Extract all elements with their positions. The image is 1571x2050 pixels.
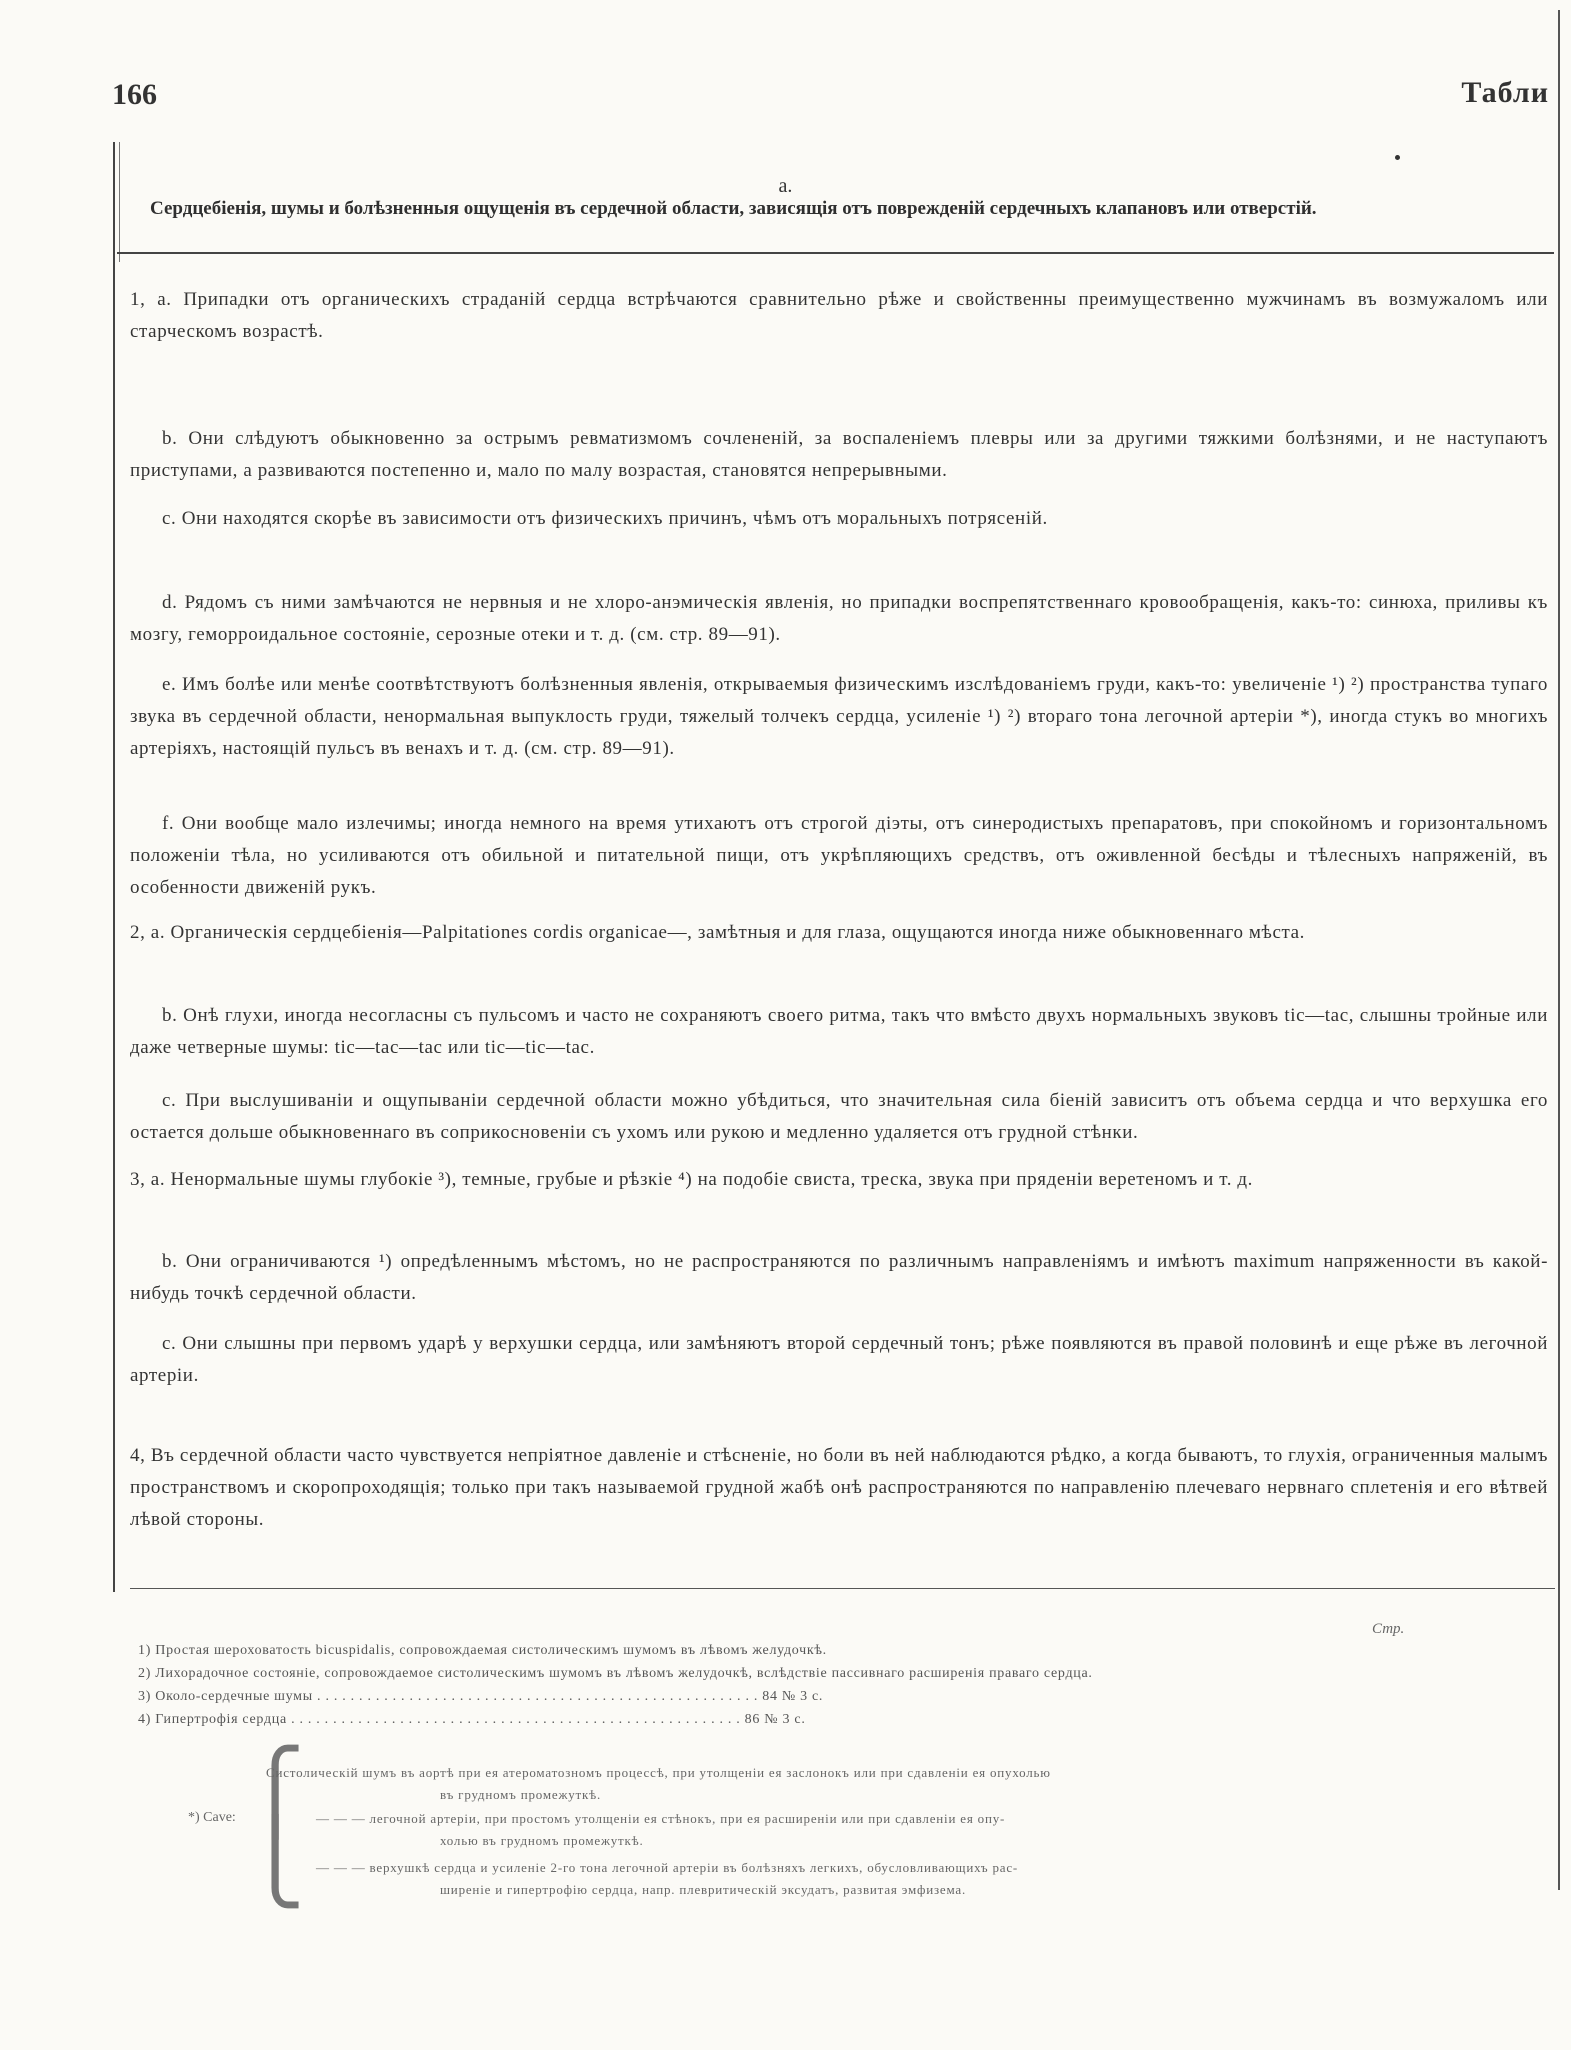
footnote-rule (130, 1588, 1555, 1589)
cave-line-6: ширеніе и гипертрофію сердца, напр. плевритическій эксудатъ, развитая эмфизема. (440, 1882, 967, 1897)
paragraph-1f: f. Они вообще мало излечимы; иногда немного на время утихаютъ отъ строгой діэты, отъ синеродистыхъ препаратовъ, при спокойномъ и горизонтальномъ положеніи тѣла, но усиливаются отъ обильной и питательной пищи, отъ укрѣпляющихъ средствъ, отъ оживленной бесѣды и тѣлесныхъ напряженій, въ особенности движеній рукъ. (130, 813, 1548, 898)
cave-line-1: Систолическій шумъ въ аортѣ при ея атероматозномъ процессѣ, при утолщеніи ея заслонокъ или при сдавленіи ея опухолью (266, 1765, 1051, 1780)
left-border-line (113, 142, 115, 1592)
page-number: 166 (112, 78, 157, 111)
ink-dot (1395, 155, 1400, 160)
left-border-line-inner (119, 142, 120, 262)
title-rule (117, 252, 1554, 254)
paragraph-1c: c. Они находятся скорѣе въ зависимости отъ физическихъ причинъ, чѣмъ отъ моральныхъ потрясеній. (162, 508, 1048, 529)
paragraph-3b: b. Они ограничиваются ¹) опредѣленнымъ мѣстомъ, но не распространяются по различнымъ направленіямъ и имѣютъ maximum напряженности въ какой-нибудь точкѣ сердечной области. (130, 1251, 1548, 1304)
cave-line-2: въ грудномъ промежуткѣ. (440, 1787, 602, 1802)
paragraph-1a: 1, а. Припадки отъ органическихъ страданій сердца встрѣчаются сравнительно рѣже и свойственны преимущественно мужчинамъ въ возмужаломъ или старческомъ возрастѣ. (130, 289, 1548, 342)
footnote-1: 1) Простая шероховатость bicuspidalis, сопровождаемая систолическимъ шумомъ въ лѣвомъ желудочкѣ. (138, 1643, 827, 1658)
paragraph-3c: c. Они слышны при первомъ ударѣ у верхушки сердца, или замѣняютъ второй сердечный тонъ; рѣже появляются въ правой половинѣ и еще рѣже въ легочной артеріи. (130, 1333, 1548, 1386)
section-letter: a. (778, 175, 793, 197)
brace-upper: ⎧ (245, 1749, 305, 1837)
paragraph-1d: d. Рядомъ съ ними замѣчаются не нервныя и не хлоро-анэмическія явленія, но припадки воспрепятственнаго кровообращенія, какъ-то: синюха, приливы къ мозгу, геморроидальное состояніе, серозные отеки и т. д. (см. стр. 89—91). (130, 592, 1548, 645)
running-head: Табли (1461, 76, 1549, 109)
paragraph-4: 4, Въ сердечной области часто чувствуется непріятное давленіе и стѣсненіе, но боли въ ней наблюдаются рѣдко, а когда бываютъ, то глухія, ограниченныя малымъ пространствомъ и скоропроходящія; только при такъ называемой грудной жабѣ онѣ распространяются по направленію плечеваго нервнаго сплетенія и его вѣтвей лѣвой стороны. (130, 1445, 1548, 1530)
footnote-3: 3) Около-сердечные шумы . . . . . . . . . . . . . . . . . . . . . . . . . . . . . . . . . . . . . . . . . . . . . . . . . . . . . 84 № 3 с. (138, 1689, 824, 1704)
cave-line-5: — — — верхушкѣ сердца и усиленіе 2-го тона легочной артеріи въ болѣзняхъ легкихъ, обусловливающихъ рас- (316, 1860, 1019, 1875)
paragraph-1e: e. Имъ болѣе или менѣе соотвѣтствуютъ болѣзненныя явленія, открываемыя физическимъ изслѣдованіемъ груди, какъ-то: увеличеніе ¹) ²) пространства тупаго звука въ сердечной области, ненормальная выпуклость груди, тяжелый толчекъ сердца, усиленіе ¹) ²) втораго тона легочной артеріи *), иногда стукъ во многихъ артеріяхъ, настоящій пульсъ въ венахъ и т. д. (см. стр. 89—91). (130, 674, 1548, 759)
cave-line-4: холью въ грудномъ промежуткѣ. (440, 1833, 644, 1848)
paragraph-2c: c. При выслушиваніи и ощупываніи сердечной области можно убѣдиться, что значительная сила біеній зависитъ отъ объема сердца и что верхушка его остается дольше обыкновеннаго въ соприкосновеніи съ ухомъ или рукою и медленно удаляется отъ грудной стѣнки. (130, 1090, 1548, 1143)
paragraph-3a: 3, а. Ненормальные шумы глубокіе ³), темные, грубые и рѣзкіе ⁴) на подобіе свиста, треска, звука при пряденіи веретеномъ и т. д. (130, 1169, 1254, 1190)
brace-lower: ⎩ (245, 1819, 305, 1907)
paragraph-2a: 2, а. Органическія сердцебіенія—Palpitationes cordis organicae—, замѣтныя и для глаза, ощущаются иногда ниже обыкновеннаго мѣста. (130, 922, 1305, 943)
cave-line-3: — — — легочной артеріи, при простомъ утолщеніи ея стѣнокъ, при ея расширеніи или при сдавленіи ея опу- (316, 1811, 1006, 1826)
paragraph-2b: b. Онѣ глухи, иногда несогласны съ пульсомъ и часто не сохраняютъ своего ритма, такъ что вмѣсто двухъ нормальныхъ звуковъ tic—tac, слышны тройные или даже четверные шумы: tic—tac—tac или tic—tic—tac. (130, 1005, 1548, 1058)
section-title: Сердцебіенія, шумы и болѣзненныя ощущенія въ сердечной области, зависящія отъ поврежденій сердечныхъ клапановъ или отверстій. (150, 198, 1317, 219)
footnote-4: 4) Гипертрофія сердца . . . . . . . . . . . . . . . . . . . . . . . . . . . . . . . . . . . . . . . . . . . . . . . . . . . . . . 86 № 3 с. (138, 1712, 806, 1727)
footnote-page-header: Стр. (1372, 1621, 1405, 1637)
cave-label: *) Cave: (188, 1810, 236, 1825)
right-border-line (1558, 10, 1560, 1890)
paragraph-1b: b. Они слѣдуютъ обыкновенно за острымъ ревматизмомъ сочленeній, за воспаленіемъ плевры или за другими тяжкими болѣзнями, и не наступаютъ приступами, а развиваются постепенно и, мало по малу возрастая, становятся непрерывными. (130, 428, 1548, 481)
footnote-2: 2) Лихорадочное состояніе, сопровождаемое систолическимъ шумомъ въ лѣвомъ желудочкѣ, вслѣдствіе пассивнаго расширенія праваго сердца. (138, 1666, 1093, 1681)
